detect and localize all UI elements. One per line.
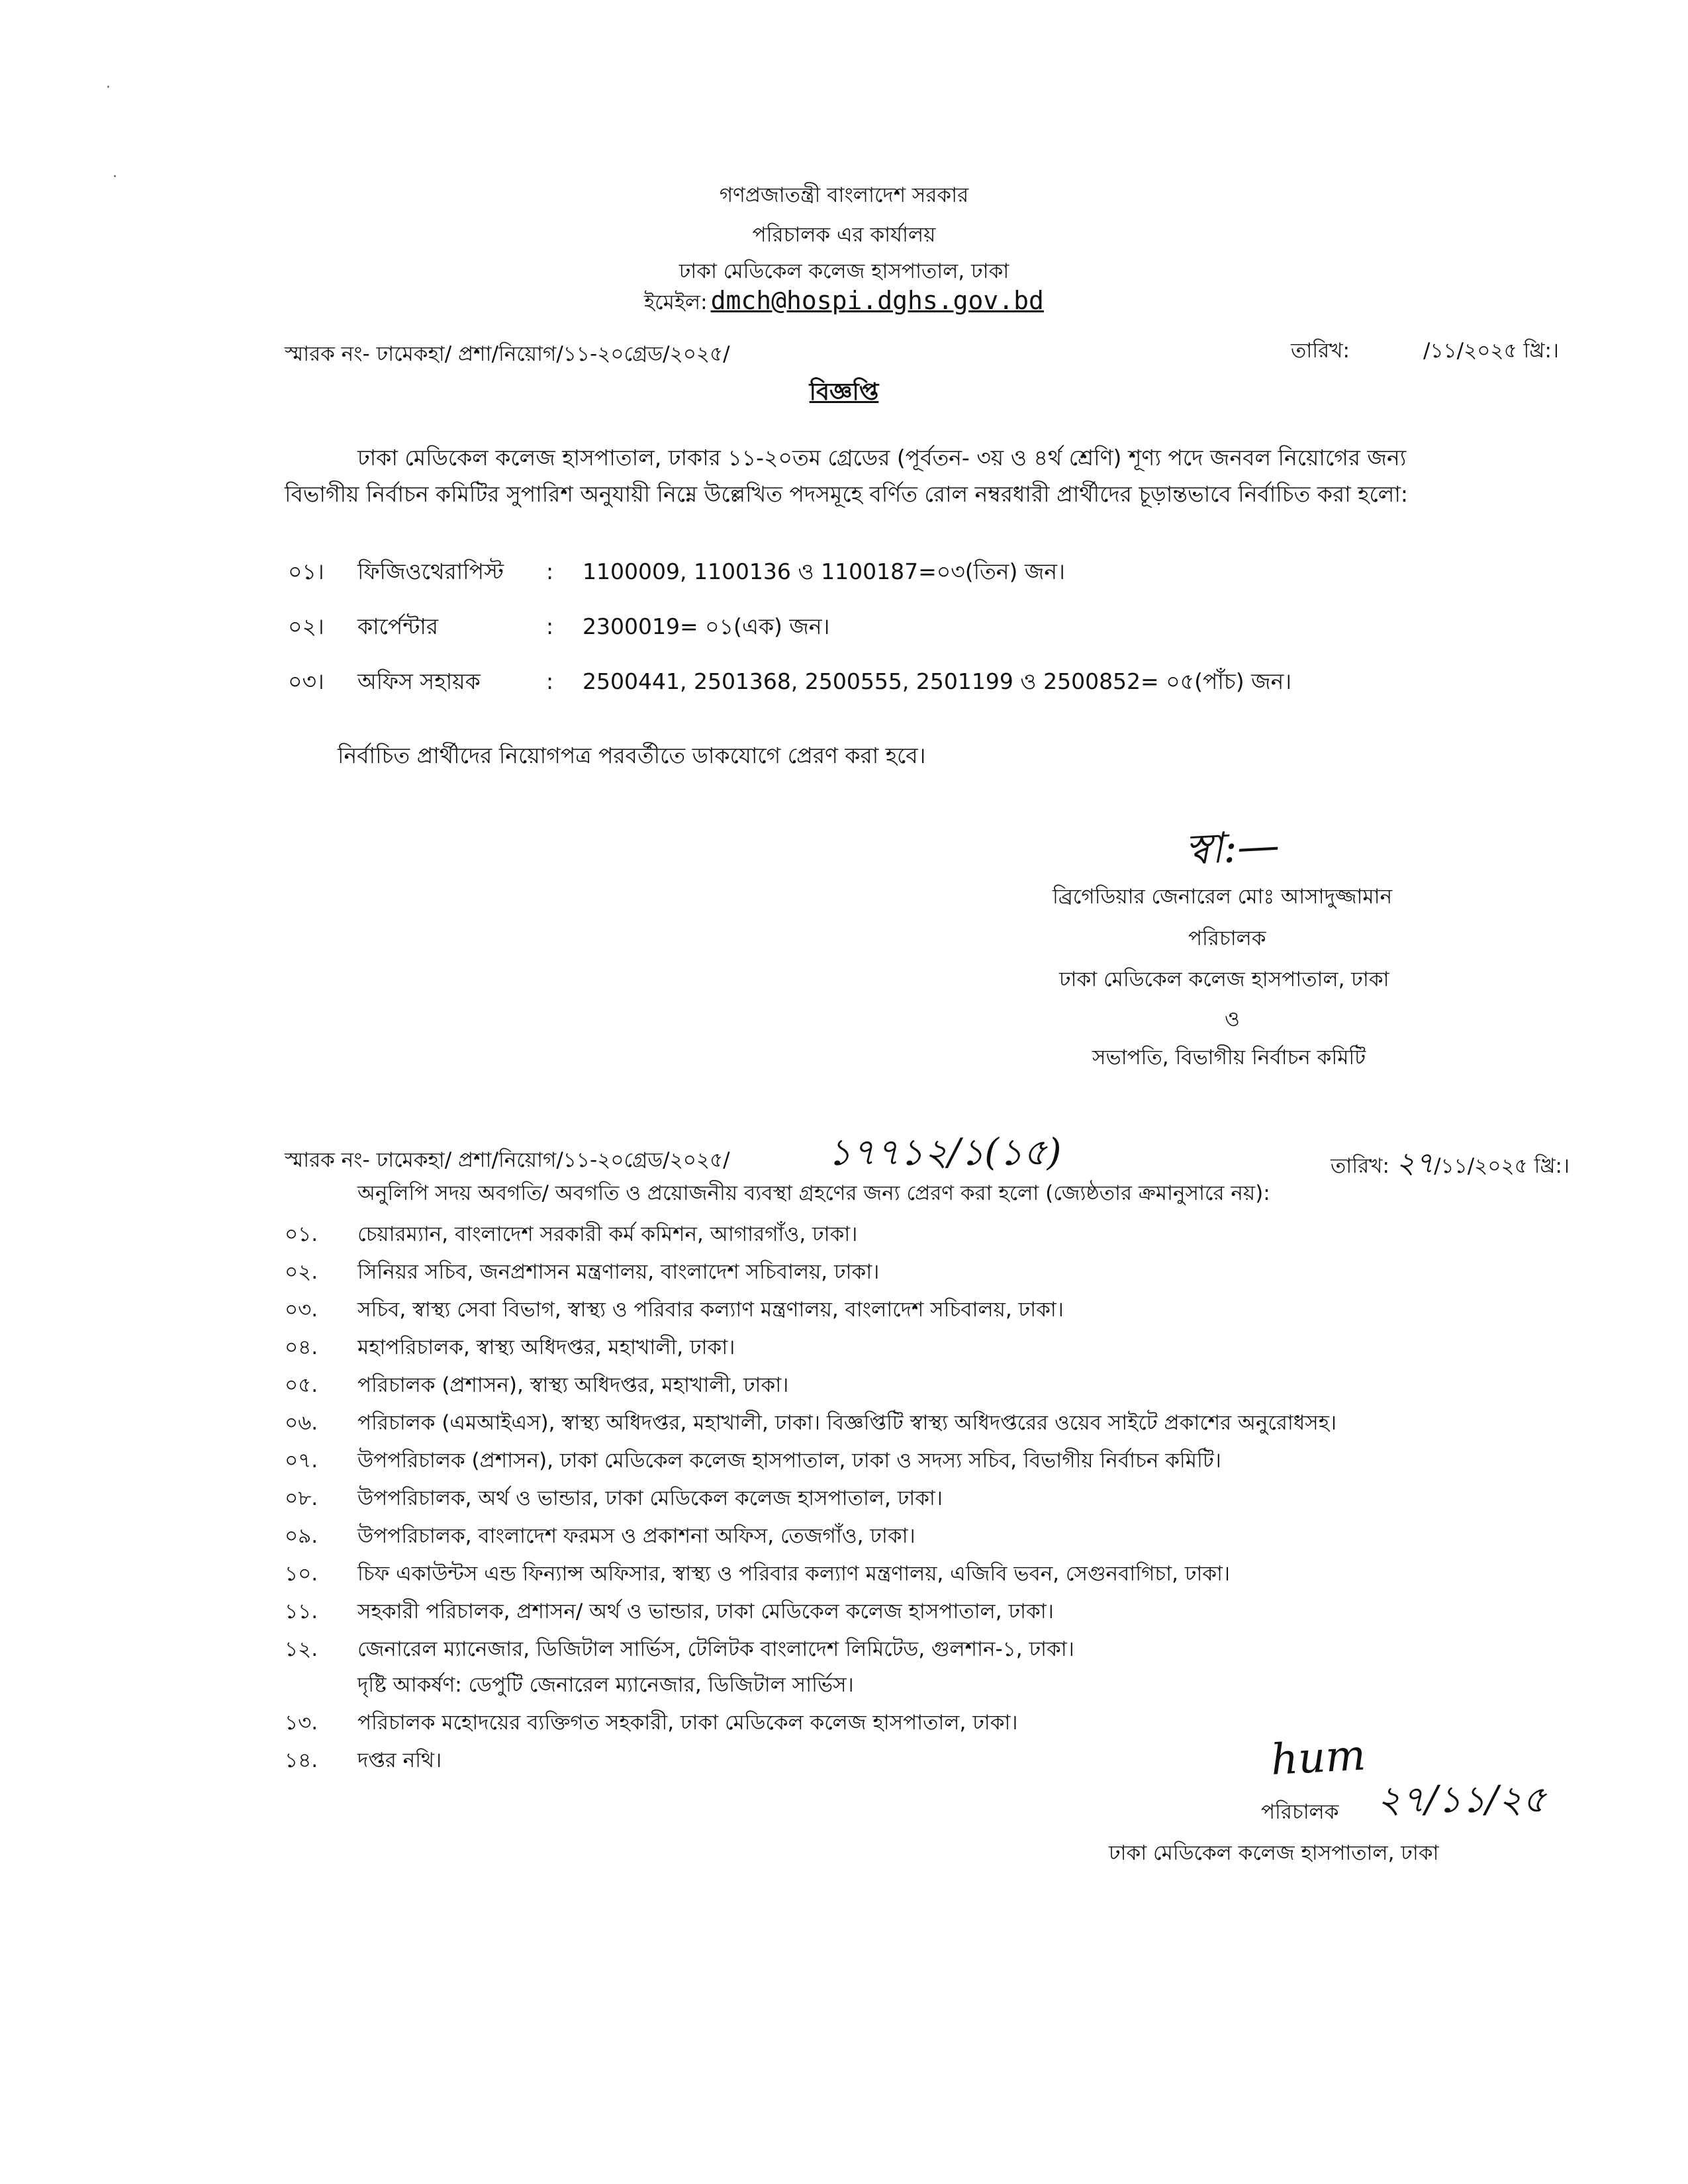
list-item-number: ০৮.	[285, 1486, 318, 1510]
list-item-number: ১০.	[285, 1562, 318, 1586]
scan-speck: ·	[113, 169, 117, 185]
signatory-conj: ও	[1225, 1007, 1240, 1031]
memo-handwritten-no: ১৭৭১২/১(১৫)	[827, 1131, 1062, 1174]
list-item-number: ১২.	[285, 1637, 318, 1661]
notice-para-line2: বিভাগীয় নির্বাচন কমিটির সুপারিশ অনুযায়ী নিম্নে উল্লেখিত পদসমূহে বর্ণিত রোল নম্বরধারী প্রার্থীদের চূড়ান্তভাবে নির্বাচিত করা হলো:	[285, 481, 1409, 507]
memo-date-label-2	[1331, 1144, 1570, 1183]
email-label: ইমেইল:	[644, 291, 708, 314]
memo-date-label-1: তারিখ:	[1291, 339, 1350, 363]
header-hospital: ঢাকা মেডিকেল কলেজ হাসপাতাল, ঢাকা	[679, 259, 1009, 283]
signature-2-date: ২৭/১১/২৫	[1377, 1778, 1546, 1821]
list-item-number: ০৩.	[285, 1298, 318, 1322]
list-item-text: মহাপরিচালক, স্বাস্থ্য অধিদপ্তর, মহাখালী, ঢাকা।	[357, 1336, 735, 1359]
post-number: ০২।	[288, 614, 324, 639]
list-item-number: ১৩.	[285, 1711, 318, 1735]
post-colon: :	[546, 559, 554, 584]
list-item-text: চিফ একাউন্টস এন্ড ফিন্যান্স অফিসার, স্বাস্থ্য ও পরিবার কল্যাণ মন্ত্রণালয়, এজিবি ভবন, সেগুনবাগিচা, ঢাকা।	[357, 1562, 1231, 1586]
post-rolls: 2300019= ০১(এক) জন।	[583, 614, 830, 639]
list-item-text: সহকারী পরিচালক, প্রশাসন/ অর্থ ও ভান্ডার, ঢাকা মেডিকেল কলেজ হাসপাতাল, ঢাকা।	[357, 1600, 1054, 1623]
memo-date-hand: ২৭	[1395, 1146, 1434, 1180]
signature-1: স্বা:—	[1184, 821, 1281, 875]
list-item-text: জেনারেল ম্যানেজার, ডিজিটাল সার্ভিস, টেলিটক বাংলাদেশ লিমিটেড, গুলশান-১, ঢাকা।	[357, 1637, 1074, 1661]
header-office: পরিচালক এর কার্যালয়	[752, 223, 936, 247]
list-item-number: ০৫.	[285, 1373, 318, 1397]
list-item-text: চেয়ারম্যান, বাংলাদেশ সরকারী কর্ম কমিশন, আগারগাঁও, ঢাকা।	[357, 1222, 858, 1246]
signatory-designation: পরিচালক	[1188, 927, 1266, 950]
memo-ref-1: স্মারক নং- ঢামেকহা/ প্রশা/নিয়োগ/১১-২০গ্রেড/২০২৫/	[285, 342, 730, 366]
memo-ref-2: স্মারক নং- ঢামেকহা/ প্রশা/নিয়োগ/১১-২০গ্রেড/২০২৫/	[285, 1148, 730, 1172]
notice-para-line1: ঢাকা মেডিকেল কলেজ হাসপাতাল, ঢাকার ১১-২০তম গ্রেডের (পূর্বতন- ৩য় ও ৪র্থ শ্রেণি) শূণ্য পদে জনবল নিয়োগের জন্য	[357, 445, 1407, 471]
list-item-text: সচিব, স্বাস্থ্য সেবা বিভাগ, স্বাস্থ্য ও পরিবার কল্যাণ মন্ত্রণালয়, বাংলাদেশ সচিবালয়, ঢাকা।	[357, 1298, 1064, 1322]
list-item-text: পরিচালক (এমআইএস), স্বাস্থ্য অধিদপ্তর, মহাখালী, ঢাকা। বিজ্ঞপ্তিটি স্বাস্থ্য অধিদপ্তরের ওয়েব সাইটে প্রকাশের অনুরোধসহ।	[357, 1411, 1337, 1435]
list-item-number: ০২.	[285, 1260, 318, 1284]
signatory2-office: ঢাকা মেডিকেল কলেজ হাসপাতাল, ঢাকা	[1109, 1841, 1439, 1865]
scan-speck: ·	[106, 79, 111, 96]
post-name: ফিজিওথেরাপিস্ট	[357, 559, 504, 584]
signatory-role: সভাপতি, বিভাগীয় নির্বাচন কমিটি	[1092, 1046, 1366, 1069]
post-name: কার্পেন্টার	[357, 614, 439, 639]
post-number: ০৩।	[288, 668, 324, 694]
list-item-text: পরিচালক (প্রশাসন), স্বাস্থ্য অধিদপ্তর, মহাখালী, ঢাকা।	[357, 1373, 789, 1397]
list-item-number: ০৪.	[285, 1336, 318, 1359]
list-item-number: ১১.	[285, 1600, 318, 1623]
list-item-text: সিনিয়র সচিব, জনপ্রশাসন মন্ত্রণালয়, বাংলাদেশ সচিবালয়, ঢাকা।	[357, 1260, 880, 1284]
list-item-number: ০১.	[285, 1222, 318, 1246]
list-item-text: দপ্তর নথি।	[357, 1749, 442, 1772]
list-item-number: ০৭.	[285, 1449, 318, 1473]
post-number: ০১।	[288, 559, 324, 584]
notice-title: বিজ্ঞপ্তি	[809, 379, 879, 406]
post-rolls: 2500441, 2501368, 2500555, 2501199 ও 2500852= ০৫(পাঁচ) জন।	[583, 668, 1292, 694]
list-item-text: উপপরিচালক, অর্থ ও ভান্ডার, ঢাকা মেডিকেল কলেজ হাসপাতাল, ঢাকা।	[357, 1486, 943, 1510]
post-name: অফিস সহায়ক	[357, 668, 481, 694]
post-rolls: 1100009, 1100136 ও 1100187=০৩(তিন) জন।	[583, 559, 1065, 584]
list-item-text: উপপরিচালক, বাংলাদেশ ফরমস ও প্রকাশনা অফিস, তেজগাঁও, ঢাকা।	[357, 1524, 915, 1548]
list-item-number: ০৬.	[285, 1411, 318, 1435]
signatory-office: ঢাকা মেডিকেল কলেজ হাসপাতাল, ঢাকা	[1059, 968, 1389, 991]
list-item-text: দৃষ্টি আকর্ষণ: ডেপুটি জেনারেল ম্যানেজার, ডিজিটাল সার্ভিস।	[357, 1673, 854, 1697]
copies-intro: অনুলিপি সদয় অবগতি/ অবগতি ও প্রয়োজনীয় ব্যবস্থা গ্রহণের জন্য প্রেরণ করা হলো (জ্যেষ্ঠতার ক্রমানুসারে নয়):	[357, 1181, 1270, 1205]
signatory-name: ব্রিগেডিয়ার জেনারেল মোঃ আসাদুজ্জামান	[1053, 885, 1393, 909]
list-item-number: ১৪.	[285, 1749, 318, 1772]
header-govt: গণপ্রজাতন্ত্রী বাংলাদেশ সরকার	[719, 183, 969, 207]
signatory2-designation: পরিচালক	[1261, 1800, 1339, 1824]
memo-date-1: /১১/২০২৫ খ্রি:।	[1423, 339, 1560, 363]
list-item-number: ০৯.	[285, 1524, 318, 1548]
list-item-text: উপপরিচালক (প্রশাসন), ঢাকা মেডিকেল কলেজ হাসপাতাল, ঢাকা ও সদস্য সচিব, বিভাগীয় নির্বাচন কমিটি।	[357, 1449, 1221, 1473]
email-link[interactable]: dmch@hospi.dghs.gov.bd	[710, 286, 1044, 315]
memo-date-rest: /১১/২০২৫ খ্রি:।	[1434, 1154, 1570, 1178]
post-colon: :	[546, 668, 554, 694]
post-colon: :	[546, 614, 554, 639]
signature-2: hum	[1270, 1731, 1367, 1785]
notice-closing: নির্বাচিত প্রার্থীদের নিয়োগপত্র পরবর্তীতে ডাকযোগে প্রেরণ করা হবে।	[338, 743, 926, 768]
header-email	[0, 286, 1688, 316]
memo-date-label: তারিখ:	[1331, 1154, 1389, 1178]
list-item-text: পরিচালক মহোদয়ের ব্যক্তিগত সহকারী, ঢাকা মেডিকেল কলেজ হাসপাতাল, ঢাকা।	[357, 1711, 1018, 1735]
